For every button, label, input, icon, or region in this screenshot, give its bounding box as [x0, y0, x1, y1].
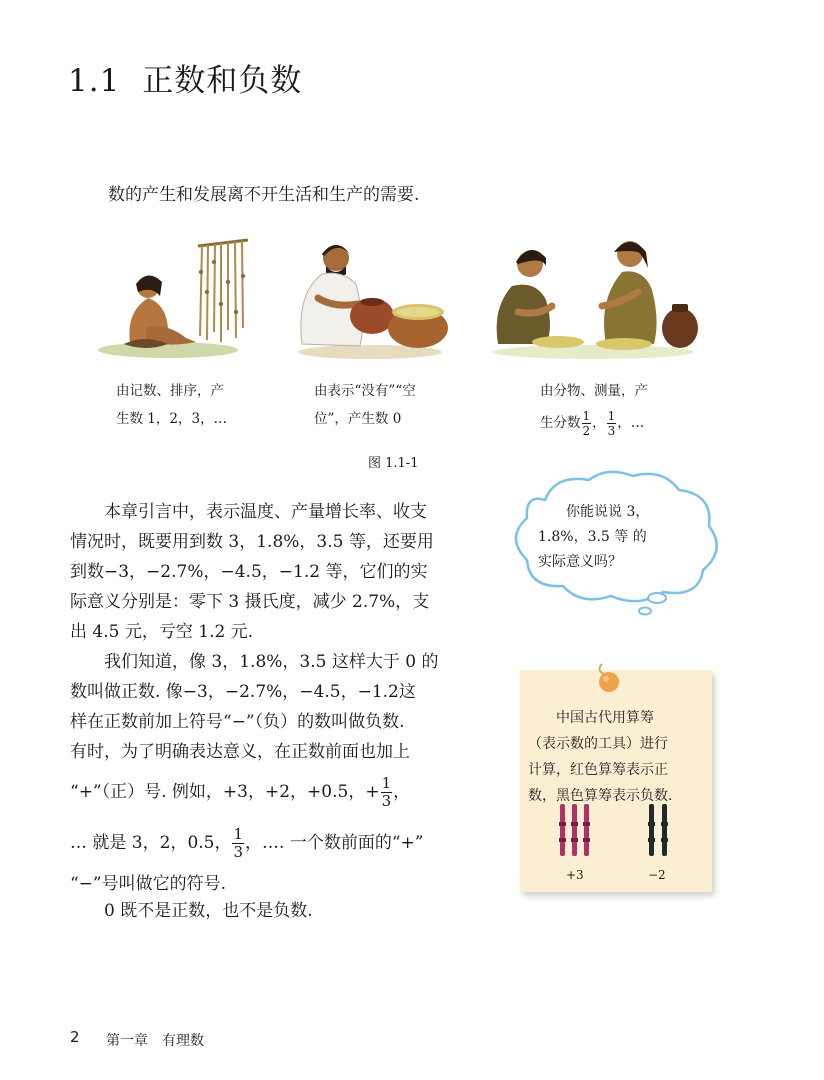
- denominator: 2: [582, 424, 591, 438]
- illustration-counting: [88, 232, 258, 362]
- denominator: 3: [381, 792, 392, 810]
- text-segment: ，…. 一个数前面的“+”: [245, 833, 424, 853]
- caption-line: 由表示“没有”“空: [314, 383, 416, 399]
- caption-counting: [116, 377, 227, 433]
- text-segment: “+”（正）号. 例如，+3，+2，+0.5，+: [70, 782, 380, 802]
- text-line: 1.8%，3.5 等 的: [538, 529, 647, 545]
- illustration-pots: [288, 232, 453, 362]
- caption-line: 位”，产生数 0: [314, 411, 402, 427]
- numerator: 1: [233, 825, 244, 843]
- text-line: 际意义分别是：零下 3 摄氏度，减少 2.7%，支: [70, 592, 430, 612]
- text-line: （表示数的工具）进行: [528, 736, 668, 752]
- chapter-label: 第一章 有理数: [106, 1033, 204, 1049]
- text-line: 数，黑色算筹表示负数.: [528, 788, 673, 804]
- text-line: [70, 817, 490, 869]
- numerator: 1: [582, 409, 591, 423]
- text-line: 中国古代用算筹: [556, 710, 654, 726]
- fraction-third: [607, 410, 617, 437]
- text-segment: … 就是 3，2，0.5，: [70, 833, 232, 853]
- page-number: 2: [70, 1028, 80, 1046]
- denominator: 3: [607, 424, 616, 438]
- text-line: 出 4.5 元，亏空 1.2 元.: [70, 622, 254, 642]
- text-line: 计算，红色算筹表示正: [528, 762, 668, 778]
- text-line: 实际意义吗？: [538, 554, 622, 570]
- numerator: 1: [607, 409, 616, 423]
- caption-line: 由记数、排序，产: [116, 383, 224, 399]
- section-title: [68, 55, 302, 100]
- note-text: [528, 705, 706, 809]
- section-title-text: 正数和负数: [142, 63, 303, 99]
- positive-rod-label: +3: [566, 868, 584, 882]
- text-line: 本章引言中，表示温度、产量增长率、收支: [104, 502, 427, 522]
- numerator: 1: [381, 774, 392, 792]
- text-line: 情况时，既要用到数 3，1.8%，3.5 等，还要用: [70, 532, 434, 552]
- text-line: 数叫做正数. 像−3，−2.7%，−4.5，−1.2这: [70, 682, 416, 702]
- text-line: [70, 767, 490, 817]
- figure-label: 图 1.1-1: [368, 456, 419, 471]
- text-line: 样在正数前加上符号“−”（负）的数叫做负数.: [70, 712, 405, 732]
- text-line: “−”号叫做它的符号.: [70, 874, 227, 894]
- caption-line: 由分物、测量，产: [540, 383, 648, 399]
- pushpin-icon: [596, 660, 622, 694]
- text-line: 你能说说 3，: [566, 504, 650, 520]
- fraction-third: [381, 776, 393, 809]
- text-line: 有时，为了明确表达意义，在正数前面也加上: [70, 742, 410, 762]
- caption-line: 生数 1，2，3，…: [116, 411, 228, 427]
- paragraph-3: [70, 896, 490, 926]
- caption-line: [540, 409, 648, 437]
- caption-zero: [314, 377, 416, 433]
- caption-fractions: [540, 377, 648, 437]
- text-line: 我们知道，像 3，1.8%，3.5 这样大于 0 的: [104, 652, 439, 672]
- negative-rod-label: −2: [648, 868, 666, 882]
- fraction-third: [232, 827, 244, 860]
- denominator: 3: [233, 843, 244, 861]
- thought-cloud-text: [538, 500, 698, 575]
- red-counting-rods-icon: [555, 800, 595, 860]
- illustration-dividing: [488, 232, 703, 362]
- text-line: 到数−3，−2.7%，−4.5，−1.2 等，它们的实: [70, 562, 428, 582]
- text-segment: ，: [393, 782, 411, 802]
- text-line: 0 既不是正数，也不是负数.: [104, 901, 313, 921]
- caption-text: ，…: [617, 415, 645, 431]
- caption-text: ，: [592, 415, 606, 431]
- paragraph-2: [70, 647, 490, 899]
- black-counting-rods-icon: [645, 800, 673, 860]
- section-number: 1.1: [68, 63, 121, 99]
- intro-text: 数的产生和发展离不开生活和生产的需要.: [108, 185, 420, 205]
- paragraph-1: [70, 497, 490, 647]
- caption-text: 生分数: [540, 415, 581, 431]
- fraction-half: [582, 410, 592, 437]
